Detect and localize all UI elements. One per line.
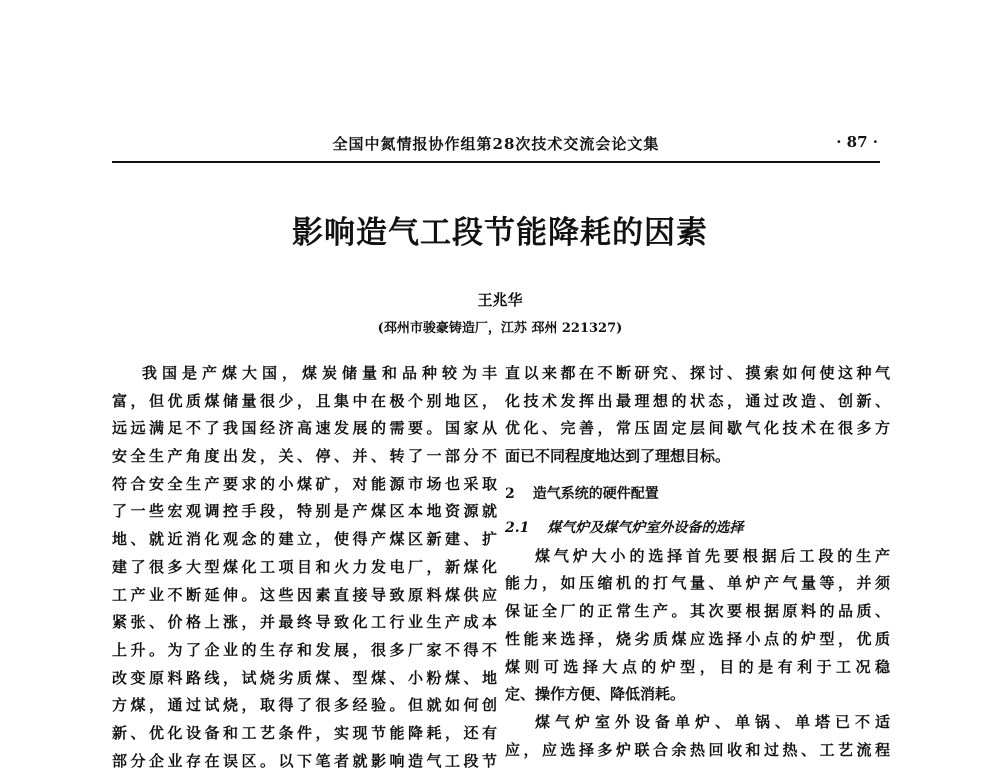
body-line: 性能来选择，烧劣质煤应选择小点的炉型，优质	[505, 629, 890, 648]
body-line: 了一些宏观调控手段，特别是产煤区本地资源就	[112, 502, 497, 521]
body-line: 上升。为了企业的生存和发展，很多厂家不得不	[112, 640, 497, 659]
subsection-number: 2.1	[505, 519, 530, 536]
body-line: 部分企业存在误区。以下笔者就影响造气工段节	[112, 751, 497, 770]
body-line: 优化、完善，常压固定层间歇气化技术在很多方	[505, 419, 890, 438]
body-line: 新、优化设备和工艺条件，实现节能降耗，还有	[112, 723, 497, 742]
body-line: 工产业不断延伸。这些因素直接导致原料煤供应	[112, 585, 497, 604]
page-number: · 87 ·	[836, 133, 878, 151]
body-line: 远远满足不了我国经济高速发展的需要。国家从	[112, 419, 497, 438]
body-line: 改变原料路线，试烧劣质煤、型煤、小粉煤、地	[112, 668, 497, 687]
body-line: 直以来都在不断研究、探讨、摸索如何使这种气	[505, 364, 890, 382]
section-title: 造气系统的硬件配置	[532, 485, 659, 502]
body-line: 建了很多大型煤化工项目和火力发电厂，新煤化	[112, 557, 497, 576]
section-heading	[505, 475, 890, 513]
body-line: 应，应选择多炉联合余热回收和过热、工艺流程	[505, 740, 890, 759]
author-name: 王兆华	[477, 291, 523, 309]
body-line: 安全生产角度出发，关、停、并、转了一部分不	[112, 447, 497, 466]
running-title: 全国中氮情报协作组第28次技术交流会论文集	[332, 135, 660, 153]
section-number: 2	[505, 485, 515, 502]
body-line: 紧张、价格上涨，并最终导致化工行业生产成本	[112, 613, 497, 632]
body-line: 煤则可选择大点的炉型，目的是有利于工况稳	[505, 657, 890, 676]
right-column	[505, 360, 890, 764]
header-rule	[112, 161, 880, 163]
body-line: 化技术发挥出最理想的状态，通过改造、创新、	[505, 391, 890, 410]
body-line: 保证全厂的正常生产。其次要根据原料的品质、	[505, 602, 890, 621]
author-affiliation: (邳州市骏豪铸造厂，江苏 邳州 221327)	[377, 321, 623, 336]
running-header	[112, 133, 880, 157]
body-line: 煤气炉大小的选择首先要根据后工段的生产	[535, 546, 890, 565]
subsection-title: 煤气炉及煤气炉室外设备的选择	[547, 519, 744, 536]
body-line: 富，但优质煤储量很少，且集中在极个别地区，	[112, 391, 497, 410]
body-line: 地、就近消化观念的建立，使得产煤区新建、扩	[112, 530, 497, 549]
body-line: 能力，如压缩机的打气量、单炉产气量等，并须	[505, 574, 890, 593]
body-line: 我国是产煤大国，煤炭储量和品种较为丰	[142, 364, 497, 382]
body-line: 煤气炉室外设备单炉、单锅、单塔已不适	[535, 712, 890, 731]
body-line: 定、操作方便、降低消耗。	[505, 685, 686, 704]
subsection-heading	[505, 513, 890, 543]
body-line: 符合安全生产要求的小煤矿，对能源市场也采取	[112, 474, 497, 493]
left-column	[112, 360, 497, 775]
body-line: 方煤，通过试烧，取得了很多经验。但就如何创	[112, 696, 497, 715]
body-line: 面已不同程度地达到了理想目标。	[505, 447, 731, 466]
article-title: 影响造气工段节能降耗的因素	[292, 215, 708, 251]
